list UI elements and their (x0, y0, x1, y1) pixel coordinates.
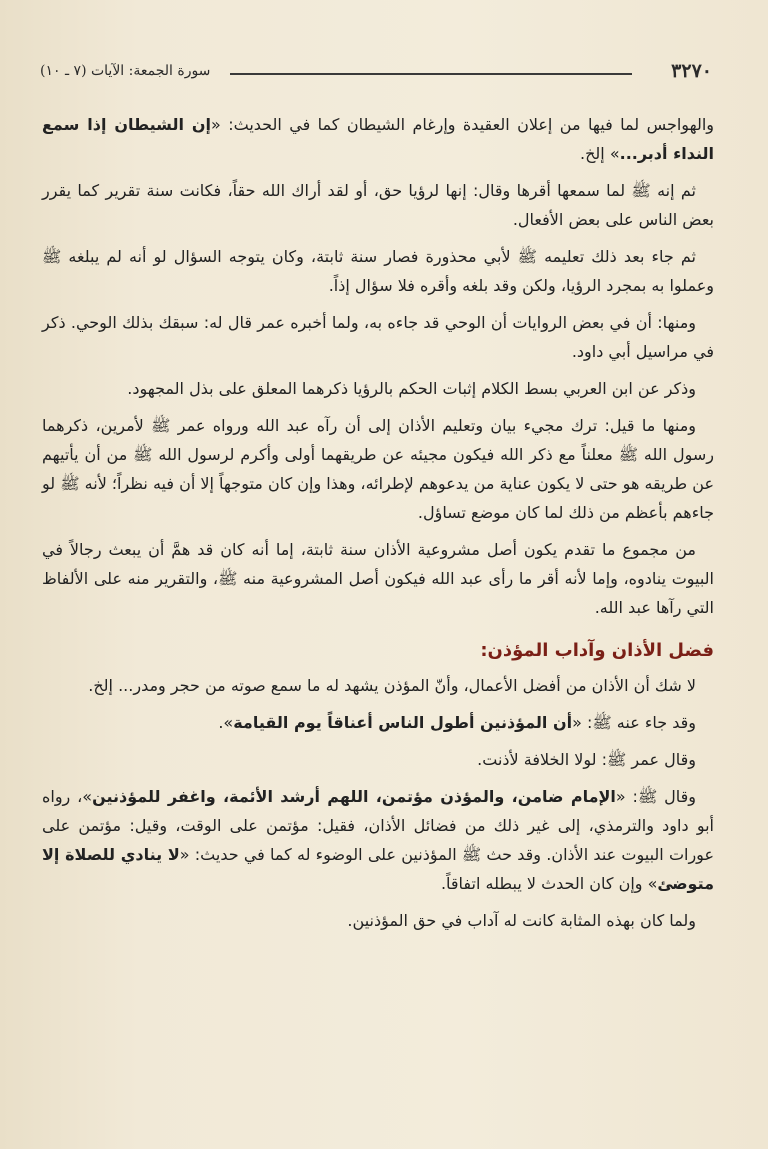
hadith-quote-imam: الإمام ضامن، والمؤذن مؤتمن، اللهم أرشد الأئمة، واغفر للمؤذنين (92, 787, 616, 806)
section-paragraph-2-end: ». (218, 713, 234, 732)
running-title: سورة الجمعة: الآيات (٧ ـ ١٠) (40, 63, 211, 79)
section-paragraph-3: وقال عمر ﷺ: لولا الخلافة لأذنت. (477, 750, 696, 769)
section-paragraph-4-pre: وقال ﷺ: « (615, 787, 696, 806)
paragraph-4: ومنها: أن في بعض الروايات أن الوحي قد جاءه به، ولما أخبره عمر قال له: سبقك بذلك الوحي. ذكر في مراسيل أبي داود. (42, 313, 714, 361)
paragraph-6: ومنها ما قيل: ترك مجيء بيان وتعليم الأذان إلى أن رآه عبد الله ورواه عمر ﷺ لأمرين، ذكرهما رسول الله ﷺ معلناً مع ذكر الله فيكون مجيئه عن طريقهما أولى وأكرم لرسول الله ﷺ من أن يأتيهم عن طريقه هو حتى لا يكون عناية من يدعوهم لإطرائه، وهذا وإن كان متوجهاً إلا أن فيه نظراً؛ لأنه ﷺ لو جاءهم بأعظم من ذلك لما كان موضع تساؤل. (42, 416, 714, 522)
hadith-quote-shaitan: إن الشيطان إذا سمع النداء أدبر... (42, 115, 714, 163)
hadith-quote-muadhdhin: أن المؤذنين أطول الناس أعناقاً يوم القيامة (233, 713, 573, 732)
paragraph-2: ثم إنه ﷺ لما سمعها أقرها وقال: إنها لرؤيا حق، أو لقد أراك الله حقاً، فكانت سنة تقرير كما يقرر بعض الناس على بعض الأفعال. (42, 181, 714, 229)
section-paragraph-4 (42, 782, 714, 898)
body-text (42, 110, 714, 943)
paragraph-5: وذكر عن ابن العربي بسط الكلام إثبات الحكم بالرؤيا ذكرهما المعلق على بذل المجهود. (127, 379, 696, 398)
section-heading: فضل الأذان وآداب المؤذن: (480, 640, 714, 661)
section-paragraph-1: لا شك أن الأذان من أفضل الأعمال، وأنّ المؤذن يشهد له ما سمع صوته من حجر ومدر... إلخ. (88, 676, 696, 695)
section-paragraph-4-end: » وإن كان الحدث لا يبطله اتفاقاً. (440, 874, 658, 893)
section-paragraph-2 (42, 708, 714, 737)
paragraph-1 (42, 110, 714, 168)
page-header (40, 60, 712, 88)
header-rule (230, 73, 632, 75)
paragraph-3: ثم جاء بعد ذلك تعليمه ﷺ لأبي محذورة فصار سنة ثابتة، وكان يتوجه السؤال لو أنه لم يبلغه ﷺ وعملوا به بمجرد الرؤيا، ولكن وقد بلغه وأقره فلا سؤال إذاً. (42, 247, 714, 295)
hadith-quote-wudu: لا ينادي للصلاة إلا متوضئ (42, 845, 714, 893)
section-paragraph-5: ولما كان بهذه المثابة كانت له آداب في حق المؤذنين. (347, 911, 696, 930)
section-paragraph-4-mid: »، رواه أبو داود والترمذي، إلى غير ذلك من فضائل الأذان، فقيل: مؤتمن على الوقت، وقيل: مؤتمن على عورات البيوت عند الأذان. وقد حث ﷺ المؤذنين على الوضوء له كما في حديث: « (42, 787, 714, 864)
page-number: ٣٢٧٠ (671, 60, 712, 82)
paragraph-1-text: والهواجس لما فيها من إعلان العقيدة وإرغام الشيطان كما في الحديث: « (211, 115, 714, 134)
section-paragraph-2-pre: وقد جاء عنه ﷺ: « (572, 713, 696, 732)
paragraph-1-end: » إلخ. (580, 144, 620, 163)
paragraph-7: من مجموع ما تقدم يكون أصل مشروعية الأذان سنة ثابتة، إما أنه كان قد همَّ أن يبعث رجالاً في البيوت ينادوه، وإما لأنه أقر ما رأى عبد الله فيكون أصل المشروعية منه ﷺ، والتقرير منه على الألفاظ التي رآها عبد الله. (42, 540, 714, 617)
